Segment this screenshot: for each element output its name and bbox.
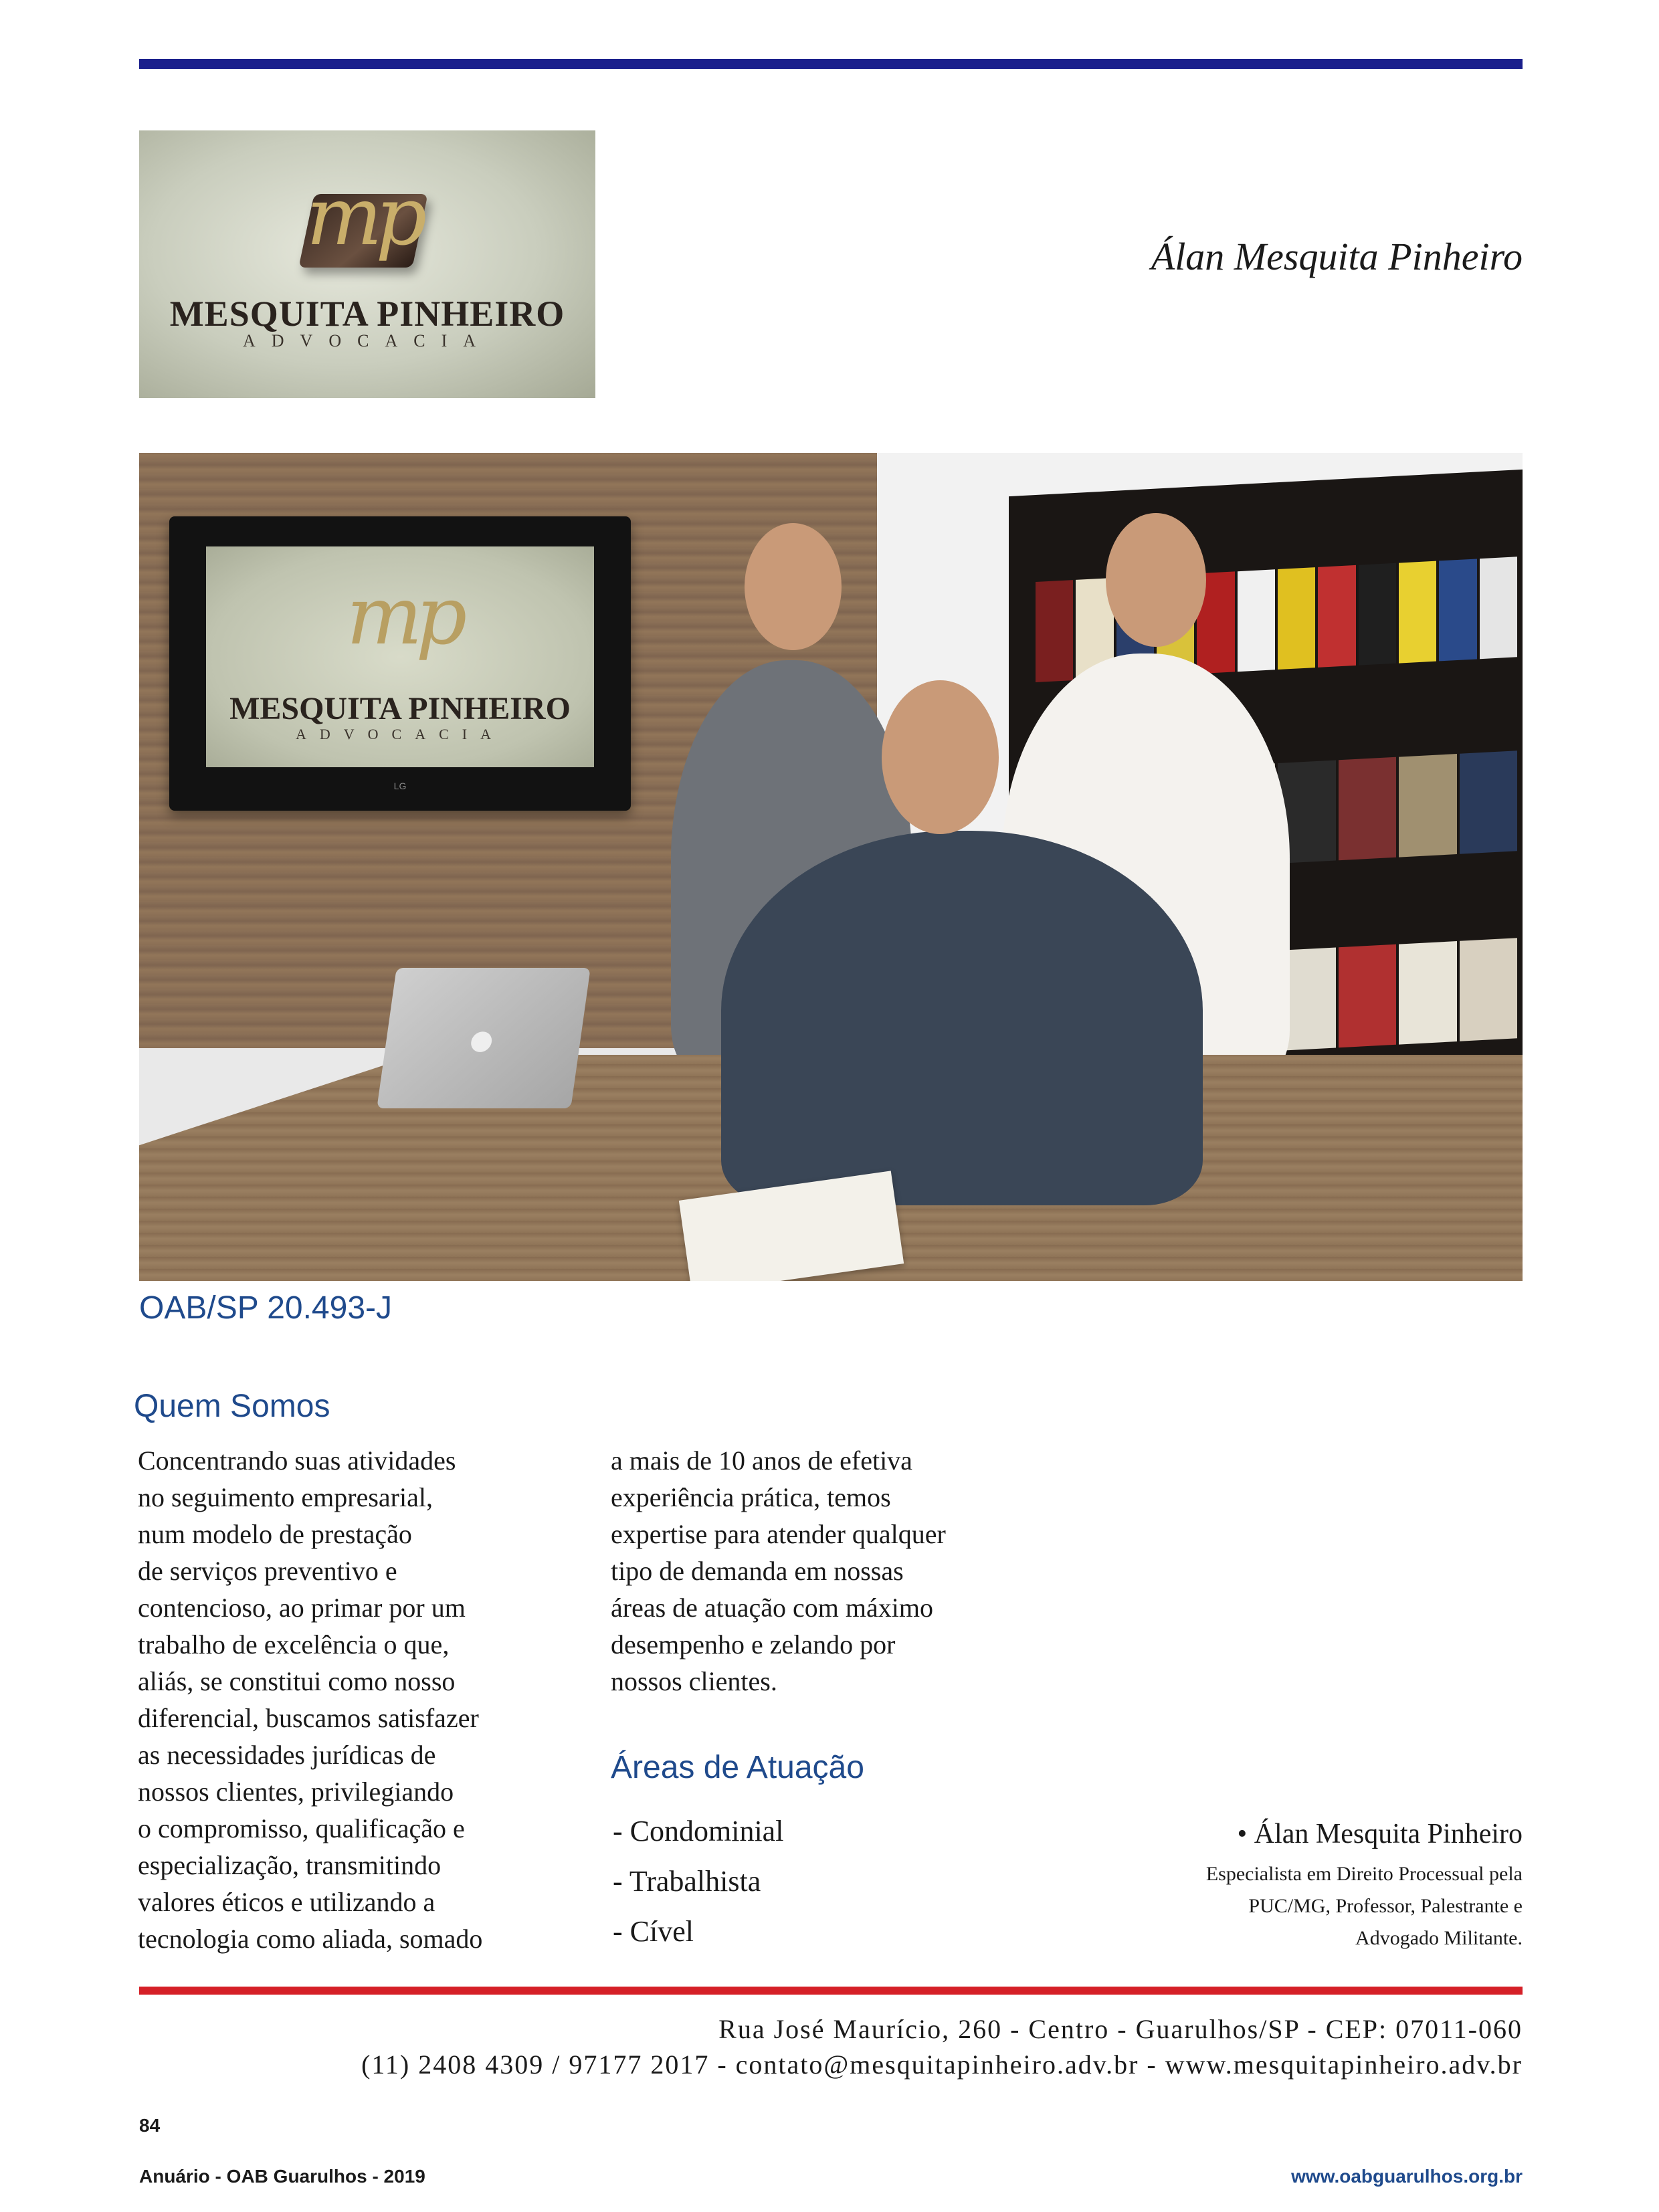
quem-somos-column-1 bbox=[138, 1442, 482, 1957]
quem-somos-column-2 bbox=[611, 1442, 946, 1700]
contact-address: Rua José Maurício, 260 - Centro - Guarulhos/SP - CEP: 07011-060 bbox=[718, 2014, 1523, 2044]
logo-firm-name: MESQUITA PINHEIRO bbox=[169, 294, 565, 334]
text-line: diferencial, buscamos satisfazer bbox=[138, 1703, 479, 1733]
text-line: de serviços preventivo e bbox=[138, 1556, 397, 1586]
apple-logo-icon: ● bbox=[468, 1025, 496, 1055]
team-photo bbox=[139, 453, 1523, 1281]
list-item: - Trabalhista bbox=[613, 1865, 761, 1898]
text-line: no seguimento empresarial, bbox=[138, 1482, 433, 1512]
text-line: experiência prática, temos bbox=[611, 1482, 891, 1512]
text-line: nossos clientes, privilegiando bbox=[138, 1777, 454, 1807]
text-line: valores éticos e utilizando a bbox=[138, 1887, 435, 1917]
text-line: especialização, transmitindo bbox=[138, 1850, 442, 1880]
text-line: expertise para atender qualquer bbox=[611, 1519, 946, 1549]
text-line: PUC/MG, Professor, Palestrante e bbox=[1248, 1895, 1523, 1917]
profile-block bbox=[1206, 1818, 1523, 1954]
list-item: - Cível bbox=[613, 1915, 694, 1948]
text-line: desempenho e zelando por bbox=[611, 1629, 896, 1660]
text-line: nossos clientes. bbox=[611, 1666, 777, 1696]
text-line: num modelo de prestação bbox=[138, 1519, 412, 1549]
photo-tv-screen bbox=[206, 546, 594, 767]
tv-logo-firm-sub: ADVOCACIA bbox=[296, 726, 504, 742]
text-line: tipo de demanda em nossas bbox=[611, 1556, 904, 1586]
photo-tv bbox=[169, 516, 631, 811]
top-rule bbox=[139, 59, 1523, 69]
text-line: a mais de 10 anos de efetiva bbox=[611, 1445, 912, 1476]
firm-logo bbox=[139, 130, 595, 398]
photo-person-right-head bbox=[1106, 513, 1206, 647]
areas-list bbox=[613, 1806, 783, 1956]
photo-laptop bbox=[377, 968, 591, 1108]
text-line: tecnologia como aliada, somado bbox=[138, 1924, 483, 1954]
contact-phones-web: (11) 2408 4309 / 97177 2017 - contato@mesquitapinheiro.adv.br - www.mesquitapinheiro.adv.br bbox=[361, 2049, 1523, 2080]
text-line: as necessidades jurídicas de bbox=[138, 1740, 436, 1770]
tv-logo-monogram: mp bbox=[346, 570, 461, 663]
section-title-areas: Áreas de Atuação bbox=[611, 1750, 864, 1785]
profile-name: • Álan Mesquita Pinheiro bbox=[1237, 1819, 1523, 1849]
photo-person-left-head bbox=[745, 523, 842, 650]
footer-website-link[interactable]: www.oabguarulhos.org.br bbox=[1291, 2166, 1523, 2187]
red-rule bbox=[139, 1987, 1523, 1995]
profile-description bbox=[1206, 1858, 1523, 1954]
text-line: Advogado Militante. bbox=[1355, 1927, 1523, 1949]
photo-person-center bbox=[721, 831, 1203, 1205]
logo-monogram: mp bbox=[306, 171, 421, 264]
text-line: áreas de atuação com máximo bbox=[611, 1593, 933, 1623]
tv-brand: LG bbox=[393, 781, 407, 791]
text-line: Especialista em Direito Processual pela bbox=[1205, 1863, 1523, 1885]
text-line: Concentrando suas atividades bbox=[138, 1445, 456, 1476]
page-number: 84 bbox=[139, 2115, 161, 2136]
list-item: - Condominial bbox=[613, 1815, 784, 1847]
oab-registration: OAB/SP 20.493-J bbox=[139, 1290, 392, 1326]
photo-person-center-head bbox=[882, 680, 999, 834]
footer-publication: Anuário - OAB Guarulhos - 2019 bbox=[139, 2166, 425, 2187]
text-line: trabalho de excelência o que, bbox=[138, 1629, 450, 1660]
text-line: contencioso, ao primar por um bbox=[138, 1593, 466, 1623]
text-line: o compromisso, qualificação e bbox=[138, 1813, 465, 1843]
page-title: Álan Mesquita Pinheiro bbox=[1151, 235, 1523, 278]
text-line: aliás, se constitui como nosso bbox=[138, 1666, 456, 1696]
logo-firm-sub: ADVOCACIA bbox=[243, 331, 492, 350]
tv-logo-firm-name: MESQUITA PINHEIRO bbox=[229, 691, 571, 726]
section-title-quem-somos: Quem Somos bbox=[134, 1389, 330, 1424]
